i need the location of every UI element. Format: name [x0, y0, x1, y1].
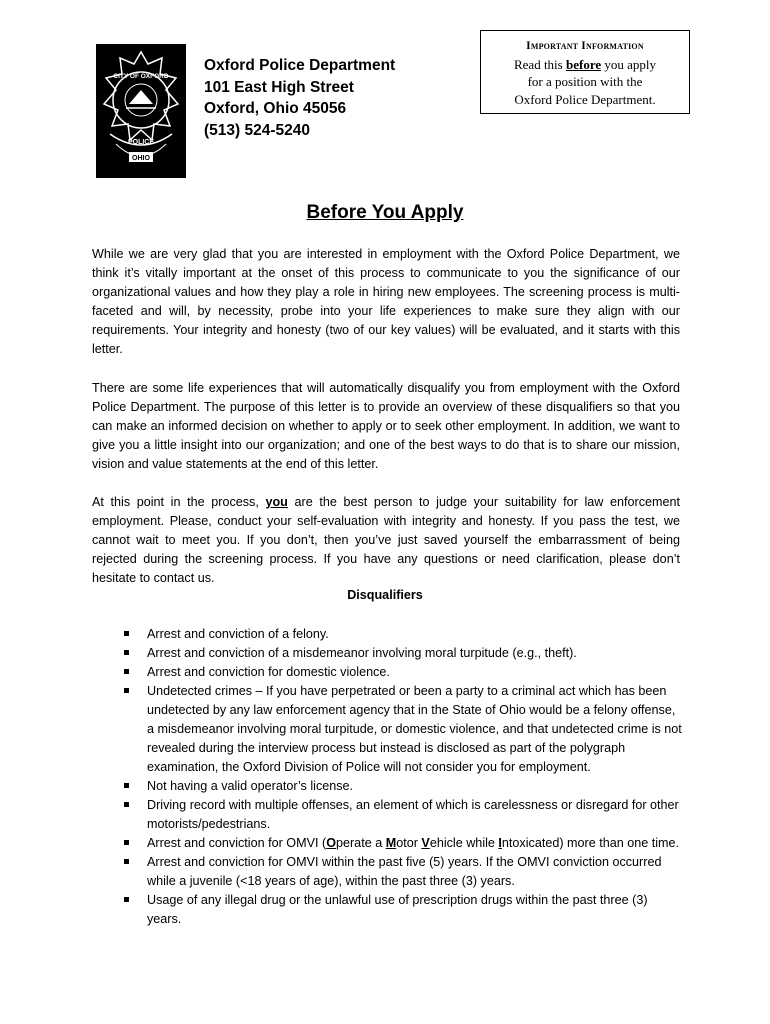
- omvi-v-key: V: [421, 836, 430, 850]
- list-item: [122, 644, 682, 663]
- omvi-pre: Arrest and conviction for OMVI (: [147, 836, 327, 850]
- omvi-m-key: M: [385, 836, 397, 850]
- omvi-m-rest: otor: [396, 836, 422, 850]
- bullet-icon: [124, 631, 129, 636]
- info-line1-pre: Read this: [513, 56, 566, 72]
- info-line1-emphasis: before: [565, 56, 602, 72]
- omvi-i-rest: ntoxicated) more than one time.: [501, 836, 680, 850]
- list-item: [122, 682, 682, 777]
- bullet-icon: [124, 783, 129, 788]
- omvi-o-key: O: [326, 836, 336, 850]
- bullet-icon: [124, 650, 129, 655]
- list-item-text: Not having a valid operator’s license.: [147, 779, 354, 793]
- bullet-icon: [124, 897, 129, 902]
- info-box-line1: [481, 56, 689, 74]
- self-evaluation-paragraph: [92, 493, 680, 588]
- info-line1-post: you apply: [601, 56, 657, 72]
- disqualify-paragraph: There are some life experiences that will automatically disqualify you from employment with the Oxford Police Department. The purpose of this letter is to provide an overview of these disqualifiers so that you can make an informed decision on whether to apply or to seek other employment. In addition, we want to give you a little insight into our organization; and one of the best ways to do that is to share our mission, vision and value statements at the end of this letter.: [92, 381, 680, 471]
- list-item-text: Arrest and conviction for domestic violence.: [147, 665, 390, 679]
- badge-top-label: CITY OF OXFORD: [113, 73, 169, 80]
- intro-paragraph: While we are very glad that you are interested in employment with the Oxford Police Department, we think it’s vitally important at the onset of this process to communicate to you the significance of our organizational values and how they play a role in hiring new employees. The screening process is multi-faceted and will, by necessity, probe into your life experiences to make sure they align with our requirements. Your integrity and honesty (two of our key values) will be evaluated, and it starts with this letter.: [92, 247, 680, 356]
- list-item-text: Usage of any illegal drug or the unlawful use of prescription drugs within the past three (3) years.: [147, 893, 648, 926]
- list-item-omvi: [122, 834, 682, 853]
- p3-pre: At this point in the process,: [92, 495, 266, 509]
- department-city: Oxford, Ohio 45056: [204, 100, 347, 117]
- disqualifiers-list: [122, 625, 682, 929]
- omvi-v-rest: ehicle while: [429, 836, 499, 850]
- list-item: [122, 796, 682, 834]
- list-item-text: Driving record with multiple offenses, an element of which is carelessness or disregard for other motorists/pedestrians.: [147, 798, 679, 831]
- badge-state-label: OHIO: [132, 155, 150, 162]
- info-box-line2: for a position with the: [527, 74, 643, 89]
- omvi-o-rest: perate a: [335, 836, 386, 850]
- list-item: [122, 663, 682, 682]
- bullet-icon: [124, 688, 129, 693]
- list-item: [122, 891, 682, 929]
- department-street: 101 East High Street: [204, 78, 354, 96]
- department-phone: (513) 524-5240: [204, 121, 310, 139]
- police-badge-logo: [96, 44, 186, 178]
- list-item-text: Undetected crimes – If you have perpetrated or been a party to a criminal act which has been undetected by any law enforcement agency that in the State of Ohio would be a felony offense, a misdemeanor involving moral turpitude, or domestic violence, and that undetected crime is not revealed during the interview process but instead is disclosed as part of the polygraph examination, the Oxford Division of Police will not consider you for employment.: [147, 684, 682, 774]
- p3-emphasis: you: [265, 495, 288, 509]
- list-item-text: Arrest and conviction of a felony.: [147, 627, 329, 641]
- department-name: Oxford Police Department: [204, 57, 396, 74]
- badge-bottom-label: POLICE: [127, 139, 155, 146]
- list-item: [122, 853, 682, 891]
- info-box-title-text: Important Information: [526, 40, 644, 52]
- bullet-icon: [124, 669, 129, 674]
- info-box-line3: Oxford Police Department.: [514, 91, 656, 107]
- important-information-box: [480, 30, 690, 114]
- department-address: [204, 55, 395, 141]
- list-item-text: Arrest and conviction of a misdemeanor involving moral turpitude (e.g., theft).: [147, 646, 577, 660]
- list-item: [122, 777, 682, 796]
- list-item-text: Arrest and conviction for OMVI within the past five (5) years. If the OMVI conviction occurred while a juvenile (<18 years of age), within the past three (3) years.: [147, 855, 662, 888]
- p3-post: are the best person to judge your suitability for law enforcement employment. Please, conduct your self-evaluation with integrity and honesty. If you pass the test, we cannot wait to meet you. If you don’t, then you’ve just saved yourself the embarrassment of being rejected during the screening process. If you have any questions or need clarification, please don’t hesitate to contact us.: [92, 495, 680, 585]
- badge-icon: [96, 44, 186, 178]
- page-title: Before You Apply: [306, 202, 464, 223]
- info-box-title: [481, 38, 689, 56]
- bullet-icon: [124, 859, 129, 864]
- list-item: [122, 625, 682, 644]
- disqualifiers-heading: Disqualifiers: [347, 588, 423, 602]
- bullet-icon: [124, 840, 129, 845]
- bullet-icon: [124, 802, 129, 807]
- omvi-i-key: I: [498, 836, 502, 850]
